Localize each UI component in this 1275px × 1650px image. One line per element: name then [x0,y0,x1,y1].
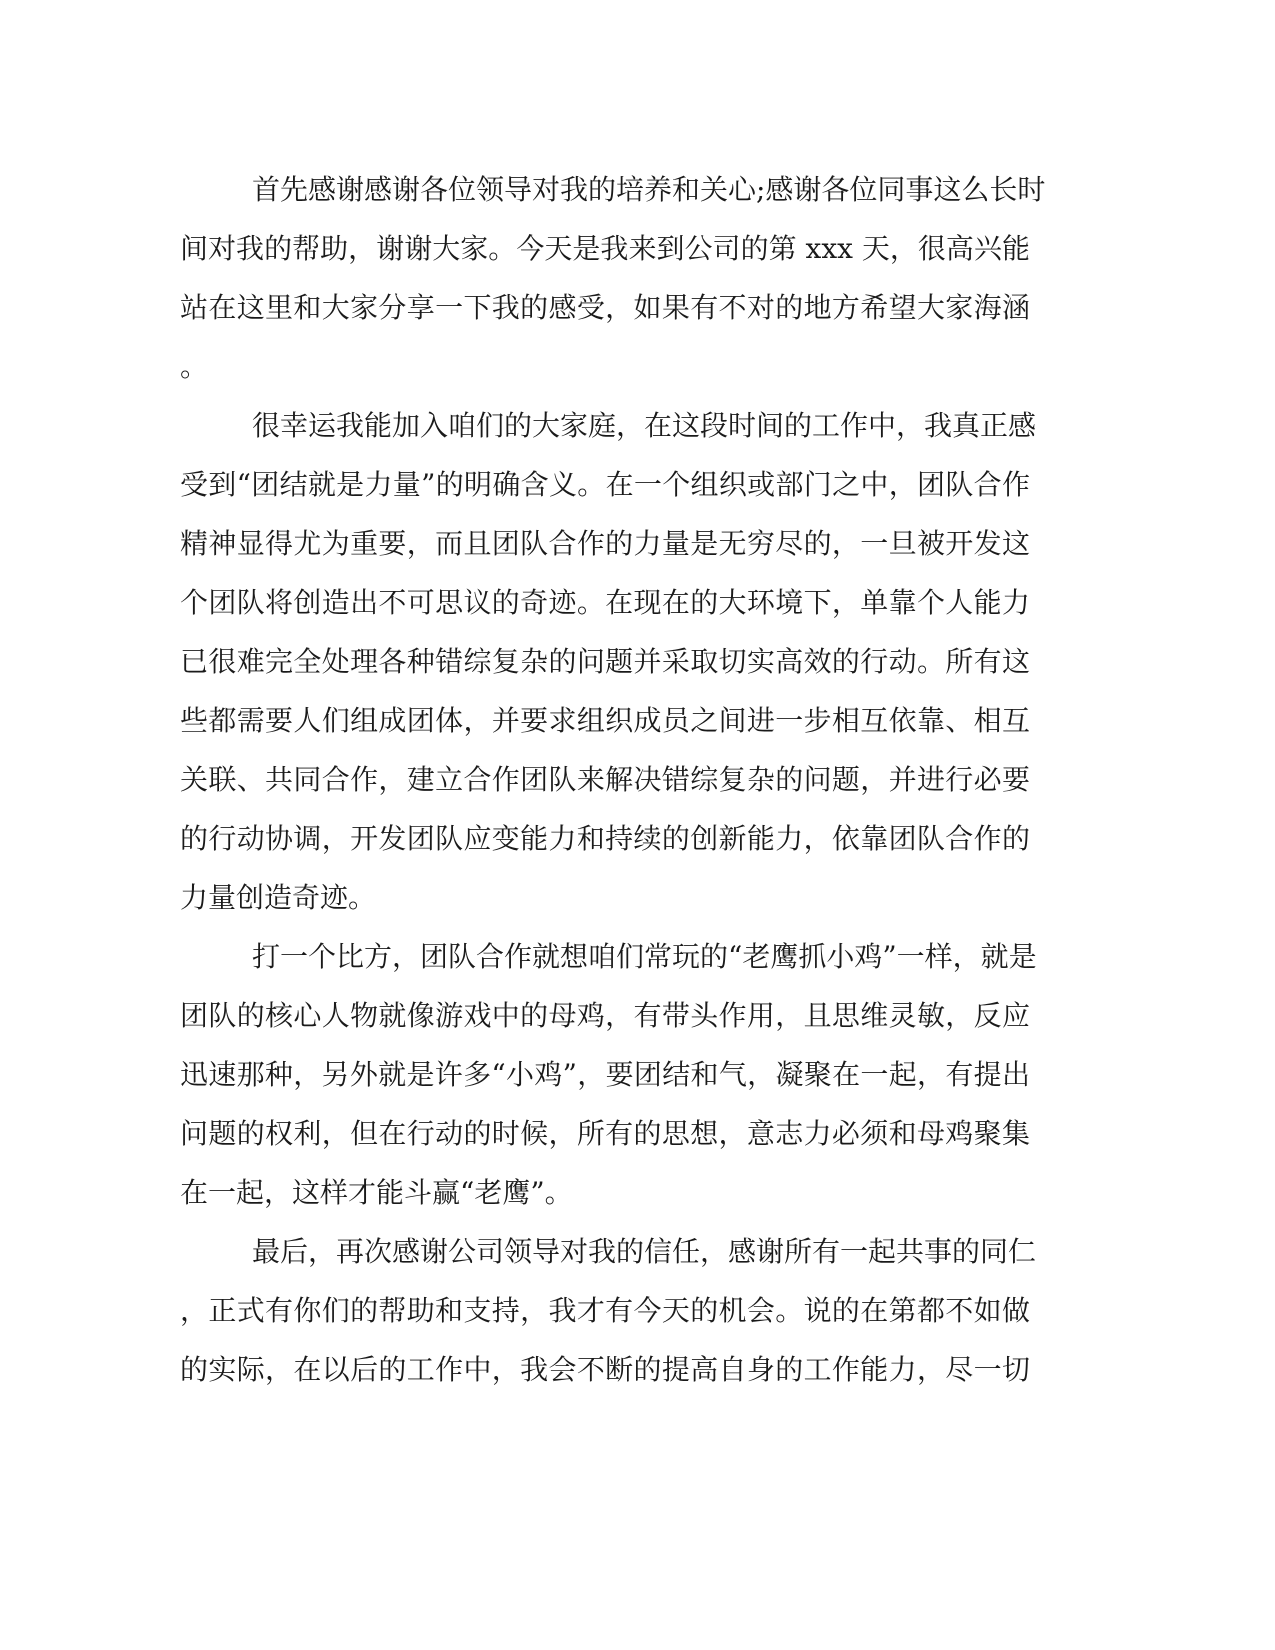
text-line: 首先感谢感谢各位领导对我的培养和关心;感谢各位同事这么长时 [252,173,1046,206]
text-line: 个团队将创造出不可思议的奇迹。在现在的大环境下，单靠个人能力 [180,586,1030,619]
paragraph-3 [180,927,1037,1222]
text-line: 问题的权利，但在行动的时候，所有的思想，意志力必须和母鸡聚集 [180,1117,1030,1150]
text-line: 力量创造奇迹。 [180,881,377,914]
text-line: 些都需要人们组成团体，并要求组织成员之间进一步相互依靠、相互 [180,704,1030,737]
paragraph-2 [180,396,1037,927]
text-line: 很幸运我能加入咱们的大家庭，在这段时间的工作中，我真正感 [252,409,1037,442]
text-line: 最后，再次感谢公司领导对我的信任，感谢所有一起共事的同仁 [252,1235,1037,1268]
text-line: 已很难完全处理各种错综复杂的问题并采取切实高效的行动。所有这 [180,645,1030,678]
text-line: 在一起，这样才能斗赢“老鹰”。 [180,1176,573,1209]
text-line: 迅速那种，另外就是许多“小鸡”，要团结和气，凝聚在一起，有提出 [180,1058,1030,1091]
document-body [180,160,1046,1399]
text-line: 的行动协调，开发团队应变能力和持续的创新能力，依靠团队合作的 [180,822,1030,855]
text-line: 间对我的帮助，谢谢大家。今天是我来到公司的第 xxx 天，很高兴能 [180,232,1030,265]
text-line: 受到“团结就是力量”的明确含义。在一个组织或部门之中，团队合作 [180,468,1030,501]
text-line: 。 [180,350,209,383]
paragraph-1 [180,160,1046,396]
text-line: ，正式有你们的帮助和支持，我才有今天的机会。说的在第都不如做 [180,1294,1030,1327]
paragraph-4 [180,1222,1037,1399]
text-line: 关联、共同合作，建立合作团队来解决错综复杂的问题，并进行必要 [180,763,1030,796]
text-line: 的实际，在以后的工作中，我会不断的提高自身的工作能力，尽一切 [180,1353,1030,1386]
text-line: 站在这里和大家分享一下我的感受，如果有不对的地方希望大家海涵 [180,291,1030,324]
text-line: 团队的核心人物就像游戏中的母鸡，有带头作用，且思维灵敏，反应 [180,999,1030,1032]
text-line: 打一个比方，团队合作就想咱们常玩的“老鹰抓小鸡”一样，就是 [252,940,1037,973]
text-line: 精神显得尤为重要，而且团队合作的力量是无穷尽的，一旦被开发这 [180,527,1030,560]
